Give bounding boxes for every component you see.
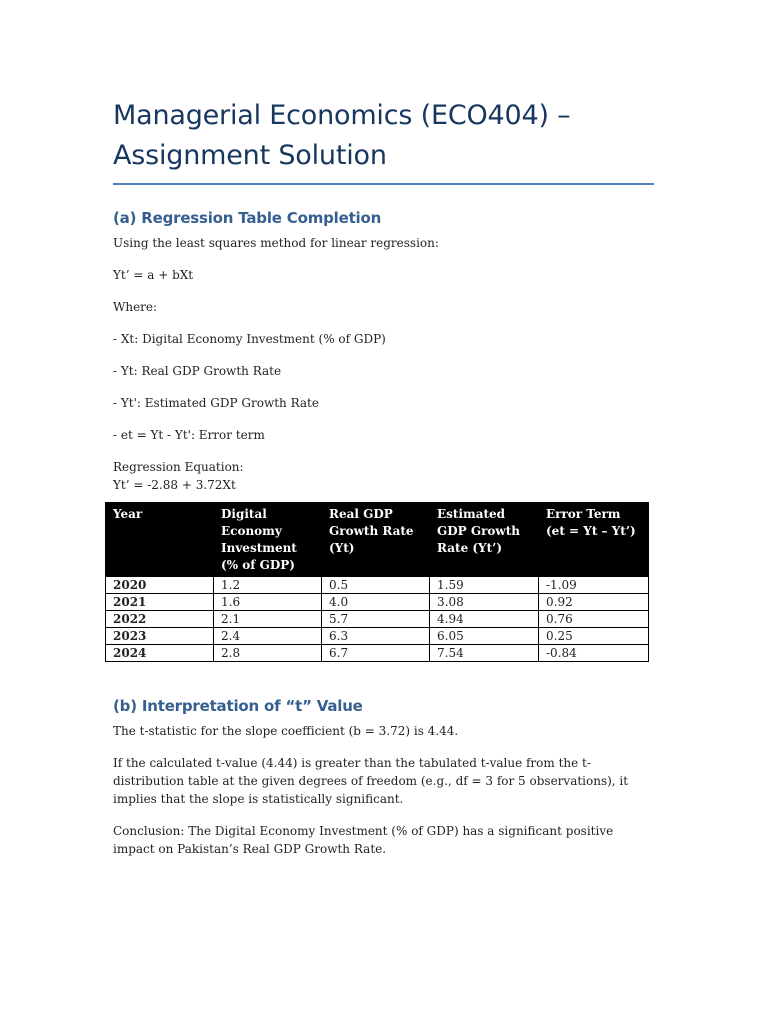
title-divider	[113, 183, 654, 185]
error-term-cell: -1.09	[539, 577, 649, 594]
definition-yt-estimated: - Yt': Estimated GDP Growth Rate	[113, 396, 319, 410]
regression-formula: Yt’ = a + bXt	[113, 268, 194, 282]
equation-label: Regression Equation:	[113, 460, 244, 474]
year-cell: 2022	[106, 611, 214, 628]
definition-xt: - Xt: Digital Economy Investment (% of GDP)	[113, 332, 386, 346]
real-growth-cell: 4.0	[322, 594, 430, 611]
investment-cell: 1.6	[214, 594, 322, 611]
year-cell: 2020	[106, 577, 214, 594]
table-row	[106, 611, 649, 628]
real-growth-cell: 6.3	[322, 628, 430, 645]
table-row	[106, 594, 649, 611]
investment-cell: 2.1	[214, 611, 322, 628]
year-cell: 2024	[106, 645, 214, 662]
header-error-term: Error Term (et = Yt – Yt’)	[539, 503, 649, 577]
table-row	[106, 577, 649, 594]
table-row	[106, 645, 649, 662]
real-growth-cell: 0.5	[322, 577, 430, 594]
error-term-cell: 0.76	[539, 611, 649, 628]
investment-cell: 1.2	[214, 577, 322, 594]
estimated-growth-cell: 6.05	[430, 628, 539, 645]
header-investment: Digital Economy Investment (% of GDP)	[214, 503, 322, 577]
investment-cell: 2.4	[214, 628, 322, 645]
section-a-intro: Using the least squares method for linear regression:	[113, 236, 439, 250]
table-header-row	[106, 503, 649, 577]
estimated-growth-cell: 7.54	[430, 645, 539, 662]
real-growth-cell: 5.7	[322, 611, 430, 628]
estimated-growth-cell: 4.94	[430, 611, 539, 628]
where-label: Where:	[113, 300, 158, 314]
definition-error-term: - et = Yt - Yt': Error term	[113, 428, 265, 442]
estimated-growth-cell: 3.08	[430, 594, 539, 611]
table-row	[106, 628, 649, 645]
regression-table	[105, 502, 649, 662]
header-real-growth: Real GDP Growth Rate (Yt)	[322, 503, 430, 577]
document-title: Managerial Economics (ECO404) – Assignment Solution	[113, 100, 571, 171]
conclusion-text: Conclusion: The Digital Economy Investment (% of GDP) has a significant positive impact on Pakistan’s Real GDP Growth Rate.	[113, 824, 614, 856]
t-value-comparison-text: If the calculated t-value (4.44) is greater than the tabulated t-value from the t-distribution table at the given degrees of freedom (e.g., df = 3 for 5 observations), it implies that the slope is statistically significant.	[113, 756, 629, 806]
regression-equation: Yt’ = -2.88 + 3.72Xt	[113, 478, 236, 492]
estimated-growth-cell: 1.59	[430, 577, 539, 594]
header-estimated-growth: Estimated GDP Growth Rate (Yt’)	[430, 503, 539, 577]
section-a-heading: (a) Regression Table Completion	[113, 209, 382, 227]
section-b-heading: (b) Interpretation of “t” Value	[113, 697, 363, 715]
year-cell: 2023	[106, 628, 214, 645]
year-cell: 2021	[106, 594, 214, 611]
error-term-cell: 0.25	[539, 628, 649, 645]
real-growth-cell: 6.7	[322, 645, 430, 662]
document-page	[113, 96, 656, 858]
t-statistic-text: The t-statistic for the slope coefficient (b = 3.72) is 4.44.	[113, 724, 459, 738]
definition-yt: - Yt: Real GDP Growth Rate	[113, 364, 282, 378]
investment-cell: 2.8	[214, 645, 322, 662]
header-year: Year	[106, 503, 214, 577]
error-term-cell: 0.92	[539, 594, 649, 611]
error-term-cell: -0.84	[539, 645, 649, 662]
